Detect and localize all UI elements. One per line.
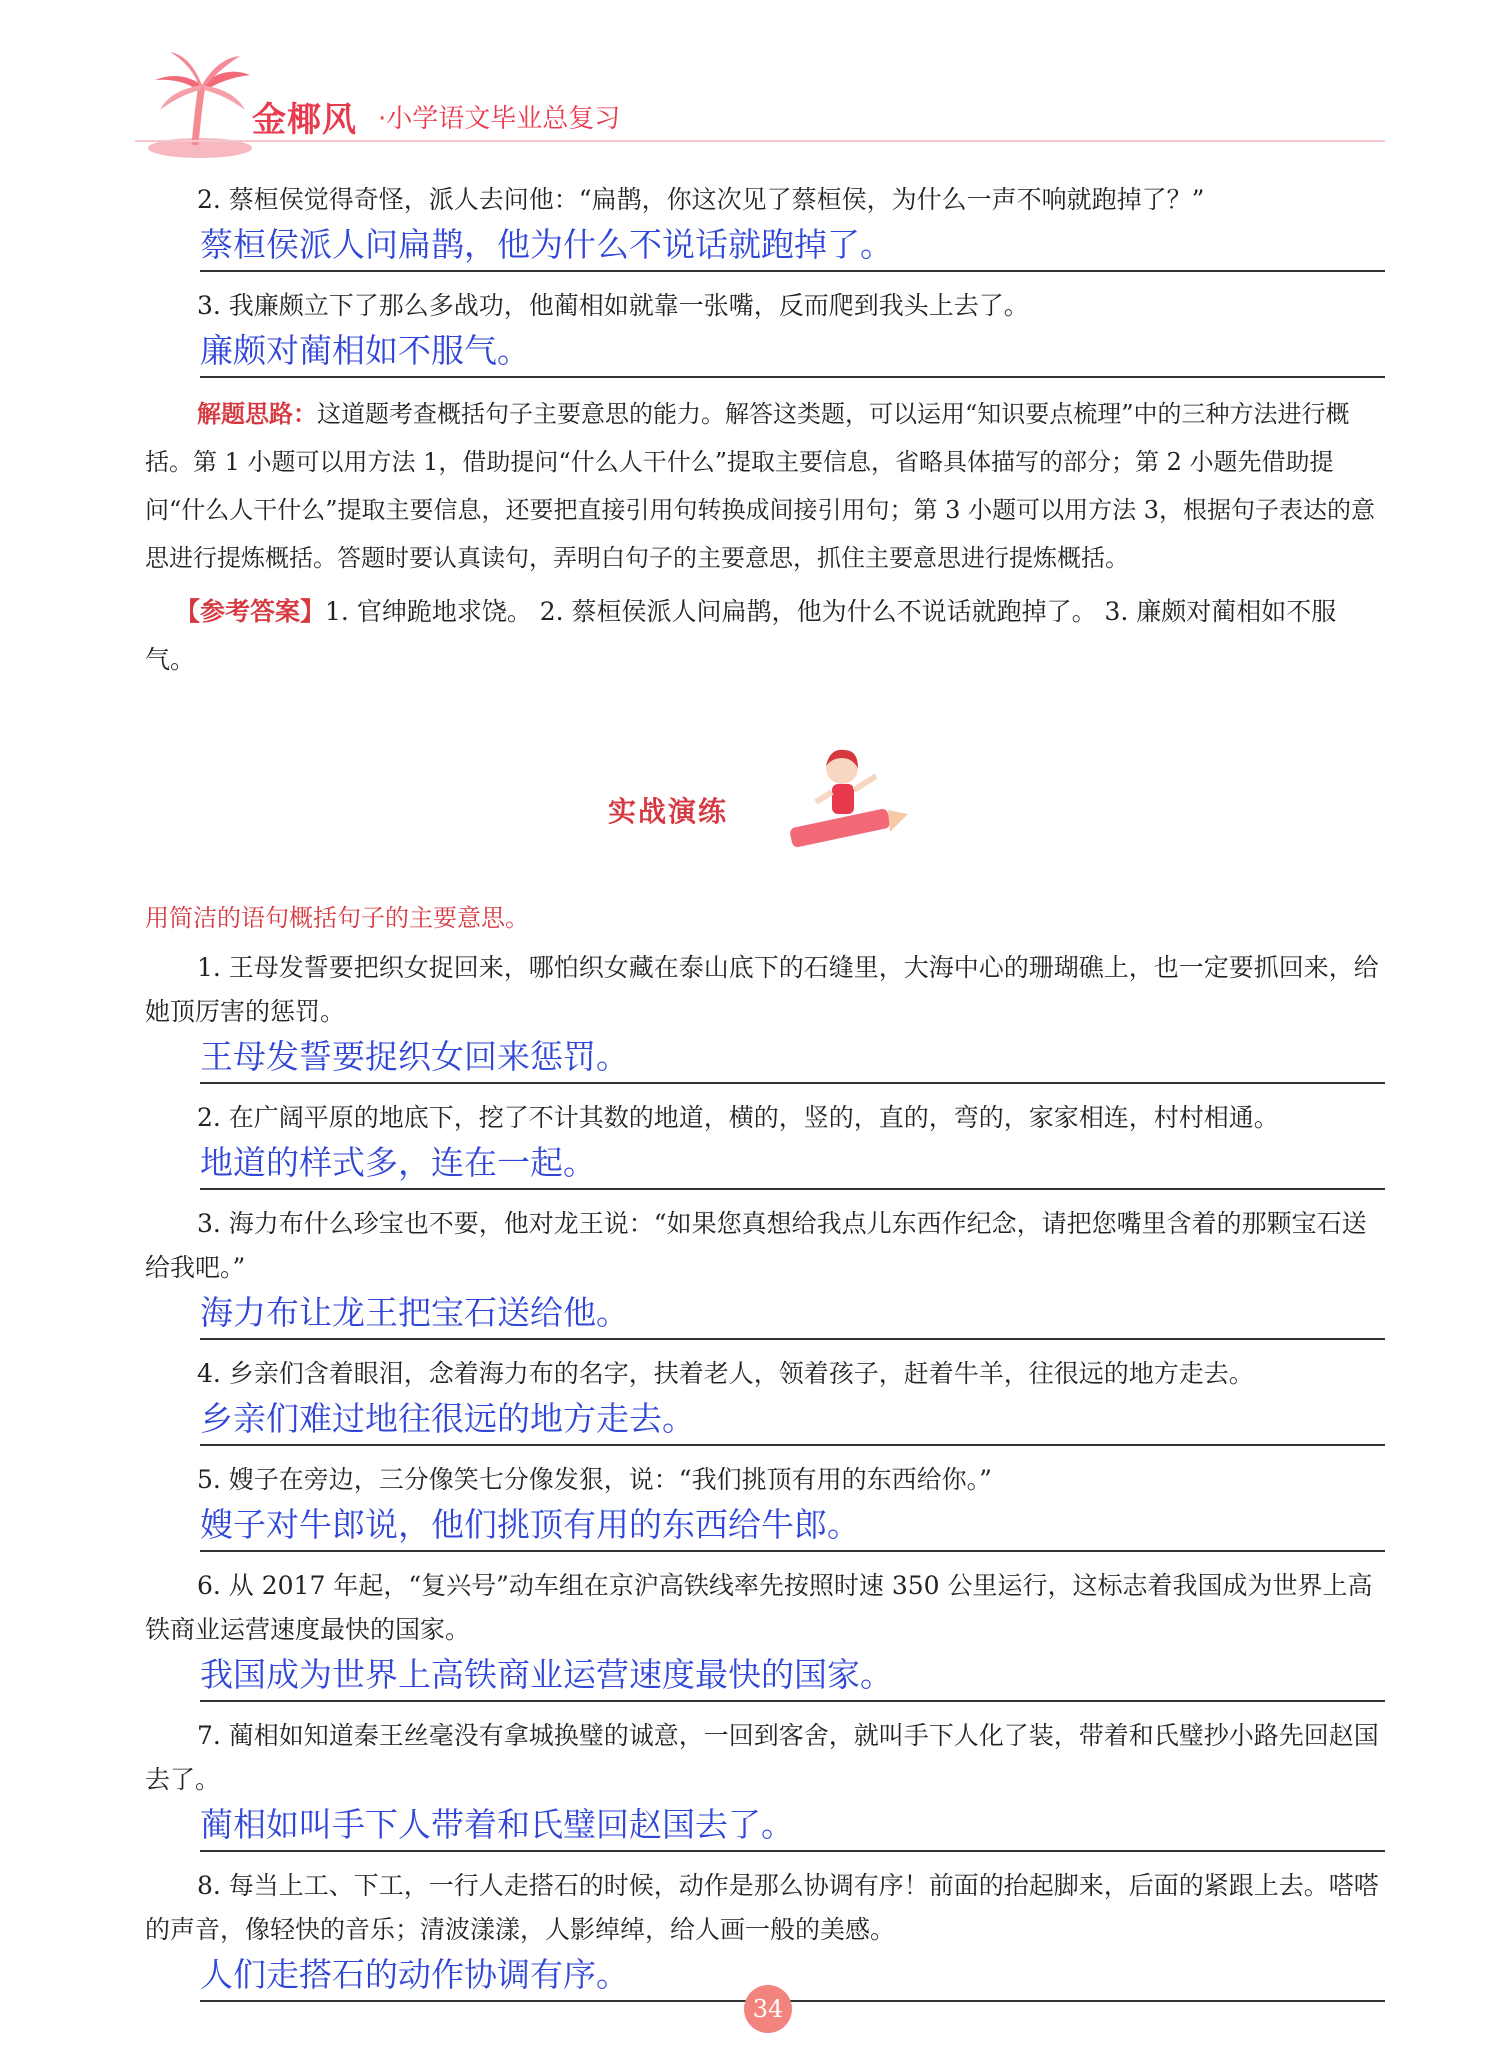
question-text: 2. 在广阔平原的地底下，挖了不计其数的地道，横的，竖的，直的，弯的，家家相连，村村相通。 — [197, 1103, 1279, 1132]
answer-line: 王母发誓要捉织女回来惩罚。 — [200, 1034, 1385, 1084]
practice-instruction: 用简洁的语句概括句子的主要意思。 — [145, 904, 529, 932]
header-divider — [135, 140, 1385, 142]
practice-section — [145, 898, 1385, 2014]
solution-approach-label: 解题思路： — [197, 400, 317, 428]
question-text: 2. 蔡桓侯觉得奇怪，派人去问他：“扁鹊，你这次见了蔡桓侯，为什么一声不响就跑掉了？” — [197, 185, 1205, 214]
child-on-pencil-icon — [780, 740, 910, 860]
book-subtitle: ·小学语文毕业总复习 — [378, 104, 621, 134]
answer-line: 人们走搭石的动作协调有序。 — [200, 1952, 1385, 2002]
reference-answer-text: 1. 官绅跪地求饶。 2. 蔡桓侯派人问扁鹊，他为什么不说话就跑掉了。 3. 廉颇对蔺相如不服气。 — [145, 597, 1337, 674]
question-text: 5. 嫂子在旁边，三分像笑七分像发狠，说：“我们挑顶有用的东西给你。” — [197, 1465, 992, 1494]
reference-answer-label: 【参考答案】 — [175, 597, 326, 626]
answer-line: 海力布让龙王把宝石送给他。 — [200, 1290, 1385, 1340]
answer-line: 蔡桓侯派人问扁鹊，他为什么不说话就跑掉了。 — [200, 222, 1385, 272]
answer-line: 地道的样式多，连在一起。 — [200, 1140, 1385, 1190]
practice-title: 实战演练 — [608, 795, 729, 828]
example-section — [145, 178, 1385, 684]
answer-line: 蔺相如叫手下人带着和氏璧回赵国去了。 — [200, 1802, 1385, 1852]
question-text: 8. 每当上工、下工，一行人走搭石的时候，动作是那么协调有序！前面的抬起脚来，后面的紧跟上去。嗒嗒的声音，像轻快的音乐；清波漾漾，人影绰绰，给人画一般的美感。 — [145, 1871, 1379, 1944]
question-text: 3. 我廉颇立下了那么多战功，他蔺相如就靠一张嘴，反而爬到我头上去了。 — [197, 291, 1029, 320]
practice-banner — [0, 740, 1500, 860]
page-header — [140, 50, 940, 160]
solution-approach-text: 这道题考查概括句子主要意思的能力。解答这类题，可以运用“知识要点梳理”中的三种方法进行概括。第 1 小题可以用方法 1，借助提问“什么人干什么”提取主要信息，省略具体描写的部分；第 2 小题先借助提问“什么人干什么”提取主要信息，还要把直接引用句转换成间接引用句；第 3 小题可以用方法 3，根据句子表达的意思进行提炼概括。答题时要认真读句，弄明白句子的主要意思，抓住主要意思进行提炼概括。 — [145, 400, 1375, 572]
page-number: 34 — [744, 1985, 792, 2033]
question-text: 3. 海力布什么珍宝也不要，他对龙王说：“如果您真想给我点儿东西作纪念，请把您嘴里含着的那颗宝石送给我吧。” — [145, 1209, 1367, 1282]
palm-tree-logo-icon — [140, 50, 260, 160]
question-text: 7. 蔺相如知道秦王丝毫没有拿城换璧的诚意，一回到客舍，就叫手下人化了装，带着和氏璧抄小路先回赵国去了。 — [145, 1721, 1379, 1794]
question-text: 1. 王母发誓要把织女捉回来，哪怕织女藏在泰山底下的石缝里，大海中心的珊瑚礁上，也一定要抓回来，给她顶厉害的惩罚。 — [145, 953, 1379, 1026]
question-text: 4. 乡亲们含着眼泪，念着海力布的名字，扶着老人，领着孩子，赶着牛羊，往很远的地方走去。 — [197, 1359, 1254, 1388]
answer-line: 乡亲们难过地往很远的地方走去。 — [200, 1396, 1385, 1446]
answer-line: 廉颇对蔺相如不服气。 — [200, 328, 1385, 378]
answer-line: 嫂子对牛郎说，他们挑顶有用的东西给牛郎。 — [200, 1502, 1385, 1552]
solution-approach — [145, 390, 1385, 582]
reference-answer — [145, 588, 1385, 684]
brand-name: 金椰风 — [252, 100, 357, 140]
question-text: 6. 从 2017 年起，“复兴号”动车组在京沪高铁线率先按照时速 350 公里运行，这标志着我国成为世界上高铁商业运营速度最快的国家。 — [145, 1571, 1373, 1644]
answer-line: 我国成为世界上高铁商业运营速度最快的国家。 — [200, 1652, 1385, 1702]
